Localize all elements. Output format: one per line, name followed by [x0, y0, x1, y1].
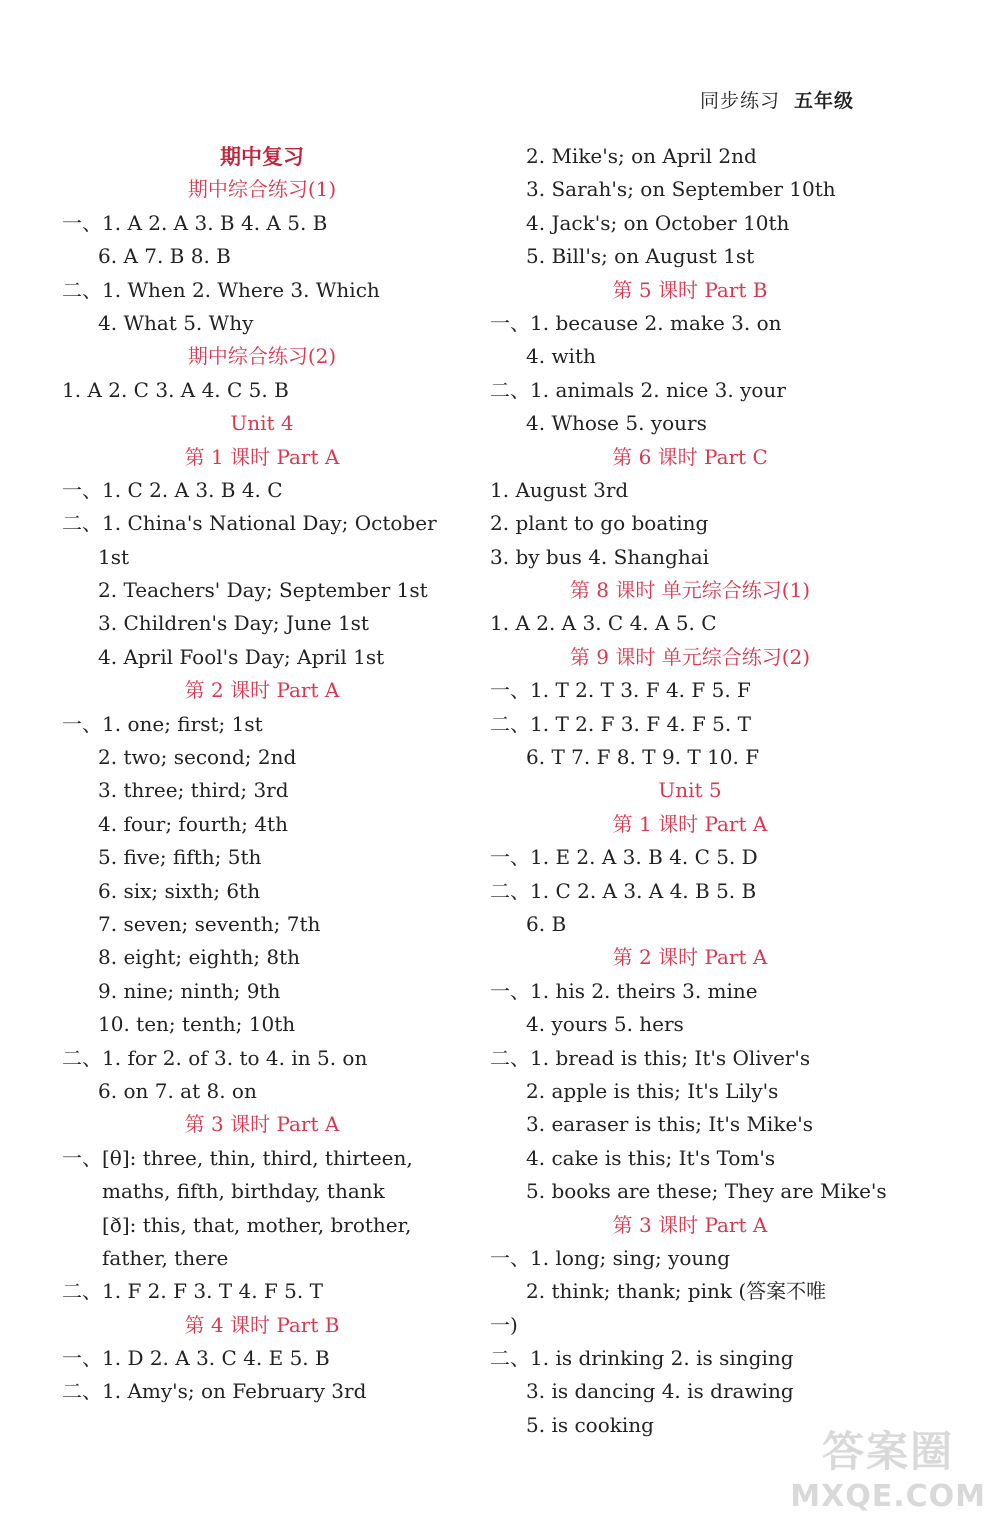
answer-line: 2. plant to go boating: [490, 511, 709, 536]
answer-line: 一、1. his 2. theirs 3. mine: [490, 978, 758, 1003]
answer-line: 4. with: [526, 344, 596, 369]
answer-line: 4. cake is this; It's Tom's: [526, 1145, 776, 1170]
answer-line: 5. five; fifth; 5th: [98, 845, 262, 870]
lesson-heading: Unit 4: [230, 411, 294, 436]
answer-line: [ð]: this, that, mother, brother,: [102, 1212, 412, 1237]
lesson-heading: 第 5 课时 Part B: [612, 277, 768, 302]
lesson-heading: 第 2 课时 Part A: [612, 945, 768, 970]
answer-line: 4. yours 5. hers: [526, 1012, 684, 1037]
answer-line: 3. earaser is this; It's Mike's: [526, 1112, 814, 1137]
answer-line: 3. is dancing 4. is drawing: [526, 1379, 794, 1404]
answer-line: 3. three; third; 3rd: [98, 778, 289, 803]
answer-line: 一、1. long; sing; young: [490, 1245, 730, 1270]
answer-line: 9. nine; ninth; 9th: [98, 978, 281, 1003]
answer-line: 一、1. A 2. A 3. B 4. A 5. B: [62, 210, 328, 235]
right-answer-column: [490, 140, 890, 1442]
answer-line: 二、1. for 2. of 3. to 4. in 5. on: [62, 1045, 368, 1070]
answer-line: 二、1. China's National Day; October: [62, 511, 437, 536]
lesson-heading: Unit 5: [658, 778, 722, 803]
lesson-heading: 第 1 课时 Part A: [612, 811, 768, 836]
answer-line: 一、1. C 2. A 3. B 4. C: [62, 477, 283, 502]
lesson-heading: 第 9 课时 单元综合练习(2): [569, 644, 811, 669]
answer-line: 一、1. because 2. make 3. on: [490, 310, 782, 335]
lesson-heading: 第 3 课时 Part A: [612, 1212, 768, 1237]
section-heading: 期中复习: [220, 144, 304, 169]
answer-line: 一、[θ]: three, thin, third, thirteen,: [62, 1145, 413, 1170]
answer-line: 4. Whose 5. yours: [526, 411, 707, 436]
lesson-heading: 第 8 课时 单元综合练习(1): [569, 578, 811, 603]
grade-label: 五年级: [794, 90, 855, 112]
page-header: [700, 86, 854, 113]
answer-line: 5. is cooking: [526, 1412, 654, 1437]
answer-line: 8. eight; eighth; 8th: [98, 945, 301, 970]
answer-line: 二、1. is drinking 2. is singing: [490, 1346, 794, 1371]
answer-line: 1. A 2. A 3. C 4. A 5. C: [490, 611, 717, 636]
lesson-heading: 第 4 课时 Part B: [184, 1312, 340, 1337]
answer-line: 2. Teachers' Day; September 1st: [98, 578, 428, 603]
answer-line: father, there: [102, 1245, 229, 1270]
answer-line: 2. two; second; 2nd: [98, 745, 297, 770]
answer-line: 一): [490, 1312, 518, 1337]
answer-line: 3. by bus 4. Shanghai: [490, 544, 710, 569]
answer-line: 一、1. T 2. T 3. F 4. F 5. F: [490, 678, 751, 703]
answer-line: 二、1. T 2. F 3. F 4. F 5. T: [490, 711, 751, 736]
answer-line: 二、1. animals 2. nice 3. your: [490, 377, 786, 402]
answer-line: 4. four; fourth; 4th: [98, 811, 288, 836]
answer-line: 2. apple is this; It's Lily's: [526, 1078, 779, 1103]
answer-line: maths, fifth, birthday, thank: [102, 1179, 385, 1204]
answer-line: 4. April Fool's Day; April 1st: [98, 644, 385, 669]
answer-line: 1st: [98, 544, 130, 569]
lesson-heading: 第 3 课时 Part A: [184, 1112, 340, 1137]
answer-line: 6. A 7. B 8. B: [98, 244, 231, 269]
answer-line: 6. six; sixth; 6th: [98, 878, 261, 903]
lesson-heading: 期中综合练习(1): [187, 177, 337, 202]
answer-line: 1. A 2. C 3. A 4. C 5. B: [62, 377, 289, 402]
answer-line: 二、1. F 2. F 3. T 4. F 5. T: [62, 1279, 323, 1304]
answer-line: 一、1. E 2. A 3. B 4. C 5. D: [490, 845, 758, 870]
answer-line: 一、1. one; first; 1st: [62, 711, 263, 736]
lesson-heading: 期中综合练习(2): [187, 344, 337, 369]
left-answer-column: [62, 140, 462, 1409]
answer-line: 2. think; thank; pink (答案不唯: [526, 1279, 827, 1304]
watermark-logo: [790, 1419, 986, 1514]
answer-line: 二、1. bread is this; It's Oliver's: [490, 1045, 811, 1070]
lesson-heading: 第 2 课时 Part A: [184, 678, 340, 703]
answer-line: 7. seven; seventh; 7th: [98, 911, 321, 936]
lesson-heading: 第 6 课时 Part C: [612, 444, 768, 469]
answer-line: 3. Sarah's; on September 10th: [526, 177, 836, 202]
answer-line: 2. Mike's; on April 2nd: [526, 144, 757, 168]
answer-line: 6. T 7. F 8. T 9. T 10. F: [526, 745, 760, 770]
answer-line: 4. What 5. Why: [98, 310, 254, 335]
answer-line: 6. on 7. at 8. on: [98, 1078, 257, 1103]
answer-line: 3. Children's Day; June 1st: [98, 611, 369, 636]
answer-line: 6. B: [526, 911, 567, 936]
answer-line: 10. ten; tenth; 10th: [98, 1012, 296, 1037]
answer-line: 5. Bill's; on August 1st: [526, 244, 755, 269]
answer-line: 4. Jack's; on October 10th: [526, 210, 790, 235]
answer-line: 二、1. Amy's; on February 3rd: [62, 1379, 367, 1404]
book-title: 同步练习: [700, 90, 781, 112]
answer-line: 一、1. D 2. A 3. C 4. E 5. B: [62, 1346, 330, 1371]
answer-line: 二、1. When 2. Where 3. Which: [62, 277, 380, 302]
lesson-heading: 第 1 课时 Part A: [184, 444, 340, 469]
answer-line: 二、1. C 2. A 3. A 4. B 5. B: [490, 878, 757, 903]
answer-line: 1. August 3rd: [490, 477, 629, 502]
answer-line: 5. books are these; They are Mike's: [526, 1179, 887, 1204]
watermark-url: MXQE.COM: [790, 1479, 986, 1514]
watermark-text: 答案圈: [822, 1427, 955, 1476]
